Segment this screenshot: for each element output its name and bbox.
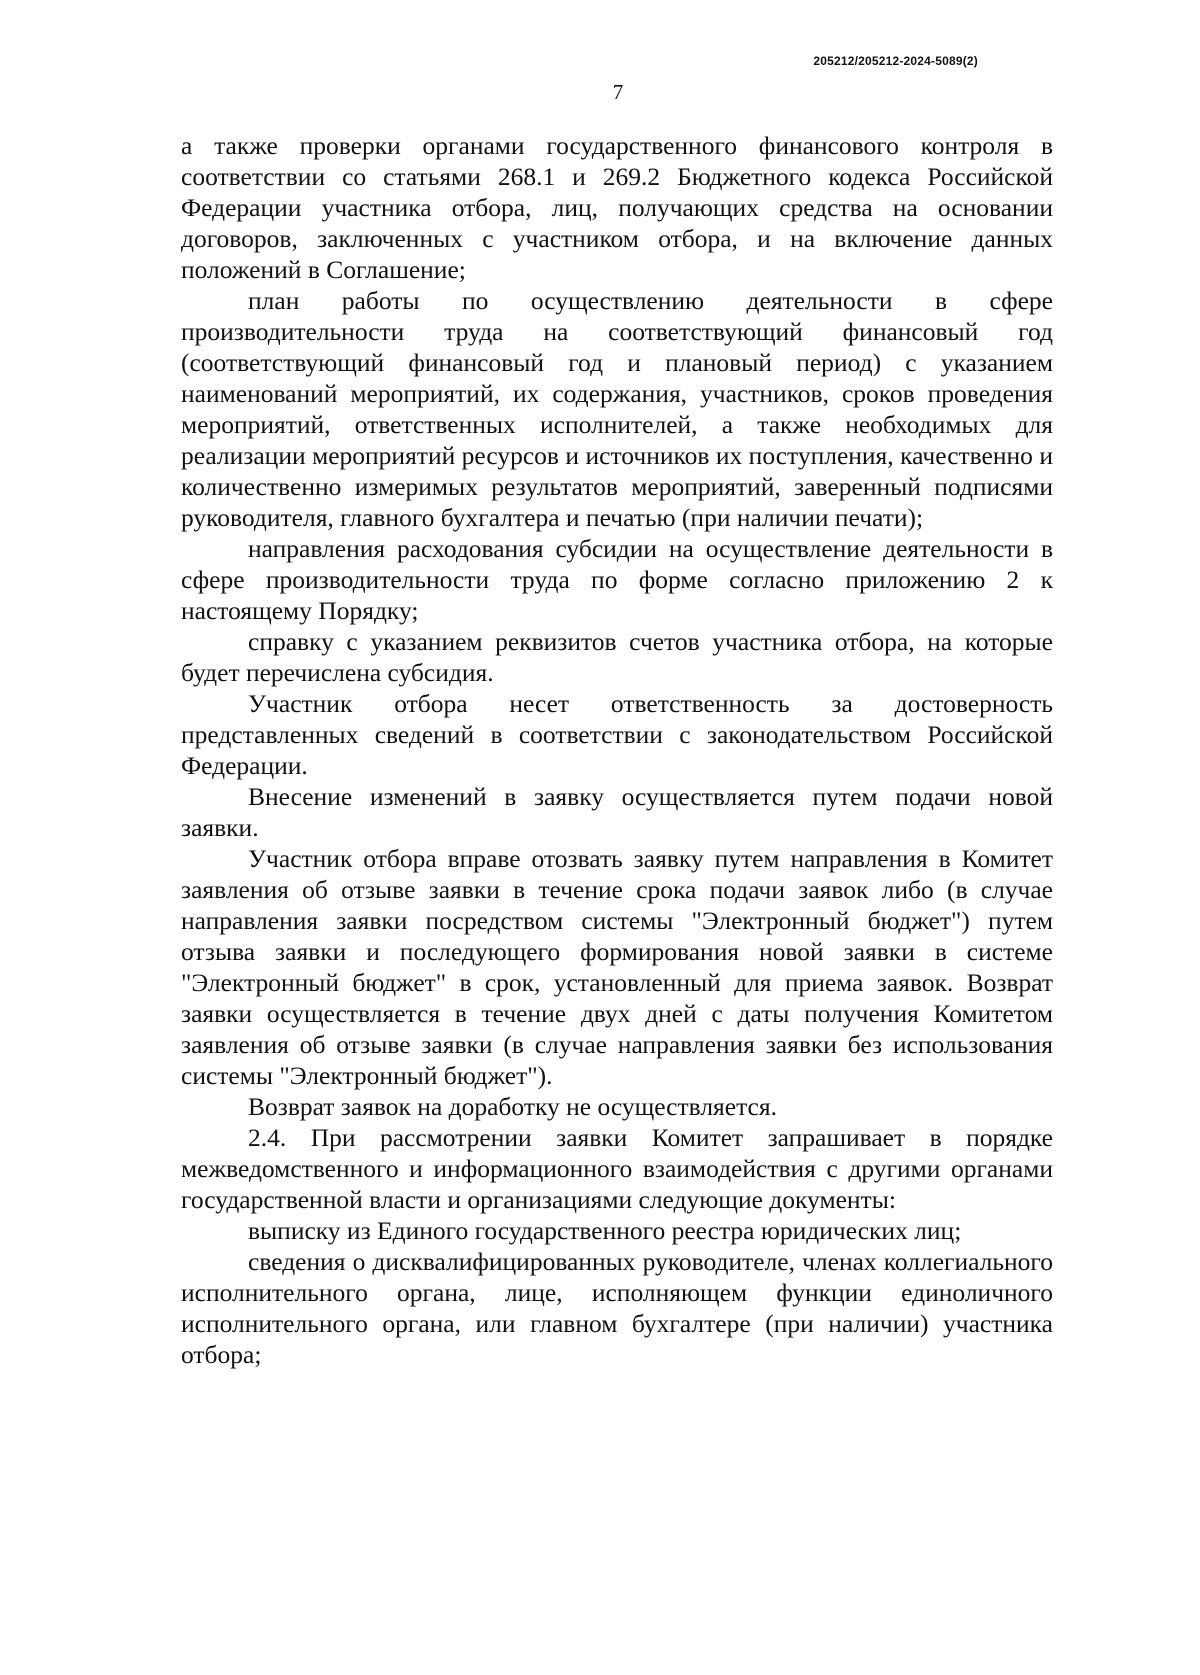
paragraph: план работы по осуществлению деятельности в сфере производительности труда на соответствующий финансовый год (соответствующий финансовый год и плановый период) с указанием наименований мероприятий, их содержания, участников, сроков проведения мероприятий, ответственных исполнителей, а также необходимых для реализации мероприятий ресурсов и источников их поступления, качественно и количественно измеримых результатов мероприятий, заверенный подписями руководителя, главного бухгалтера и печатью (при наличии печати); (181, 286, 1053, 532)
paragraph: Внесение изменений в заявку осуществляется путем подачи новой заявки. (181, 782, 1053, 842)
document-id: 205212/205212-2024-5089(2) (813, 54, 978, 68)
paragraph: Участник отбора вправе отозвать заявку путем направления в Комитет заявления об отзыве заявки в течение срока подачи заявок либо (в случае направления заявки посредством системы "Электронный бюджет") путем отзыва заявки и последующего формирования новой заявки в системе "Электронный бюджет" в срок, установленный для приема заявок. Возврат заявки осуществляется в течение двух дней с даты получения Комитетом заявления об отзыве заявки (в случае направления заявки без использования системы "Электронный бюджет"). (181, 844, 1053, 1090)
paragraph: Возврат заявок на доработку не осуществляется. (248, 1092, 777, 1121)
paragraph: справку с указанием реквизитов счетов участника отбора, на которые будет перечислена субсидия. (181, 627, 1053, 687)
paragraph: направления расходования субсидии на осуществление деятельности в сфере производительности труда по форме согласно приложению 2 к настоящему Порядку; (181, 534, 1053, 625)
page-number: 7 (612, 80, 624, 104)
body-text (181, 130, 1053, 1370)
paragraph: сведения о дисквалифицированных руководителе, членах коллегиального исполнительного органа, лице, исполняющем функции единоличного исполнительного органа, или главном бухгалтере (при наличии) участника отбора; (181, 1247, 1053, 1369)
paragraph: а также проверки органами государственного финансового контроля в соответствии со статьями 268.1 и 269.2 Бюджетного кодекса Российской Федерации участника отбора, лиц, получающих средства на основании договоров, заключенных с участником отбора, и на включение данных положений в Соглашение; (181, 131, 1053, 284)
paragraph: выписку из Единого государственного реестра юридических лиц; (248, 1216, 962, 1245)
paragraph: 2.4. При рассмотрении заявки Комитет запрашивает в порядке межведомственного и информационного взаимодействия с другими органами государственной власти и организациями следующие документы: (181, 1123, 1053, 1214)
paragraph: Участник отбора несет ответственность за достоверность представленных сведений в соответствии с законодательством Российской Федерации. (181, 689, 1053, 780)
